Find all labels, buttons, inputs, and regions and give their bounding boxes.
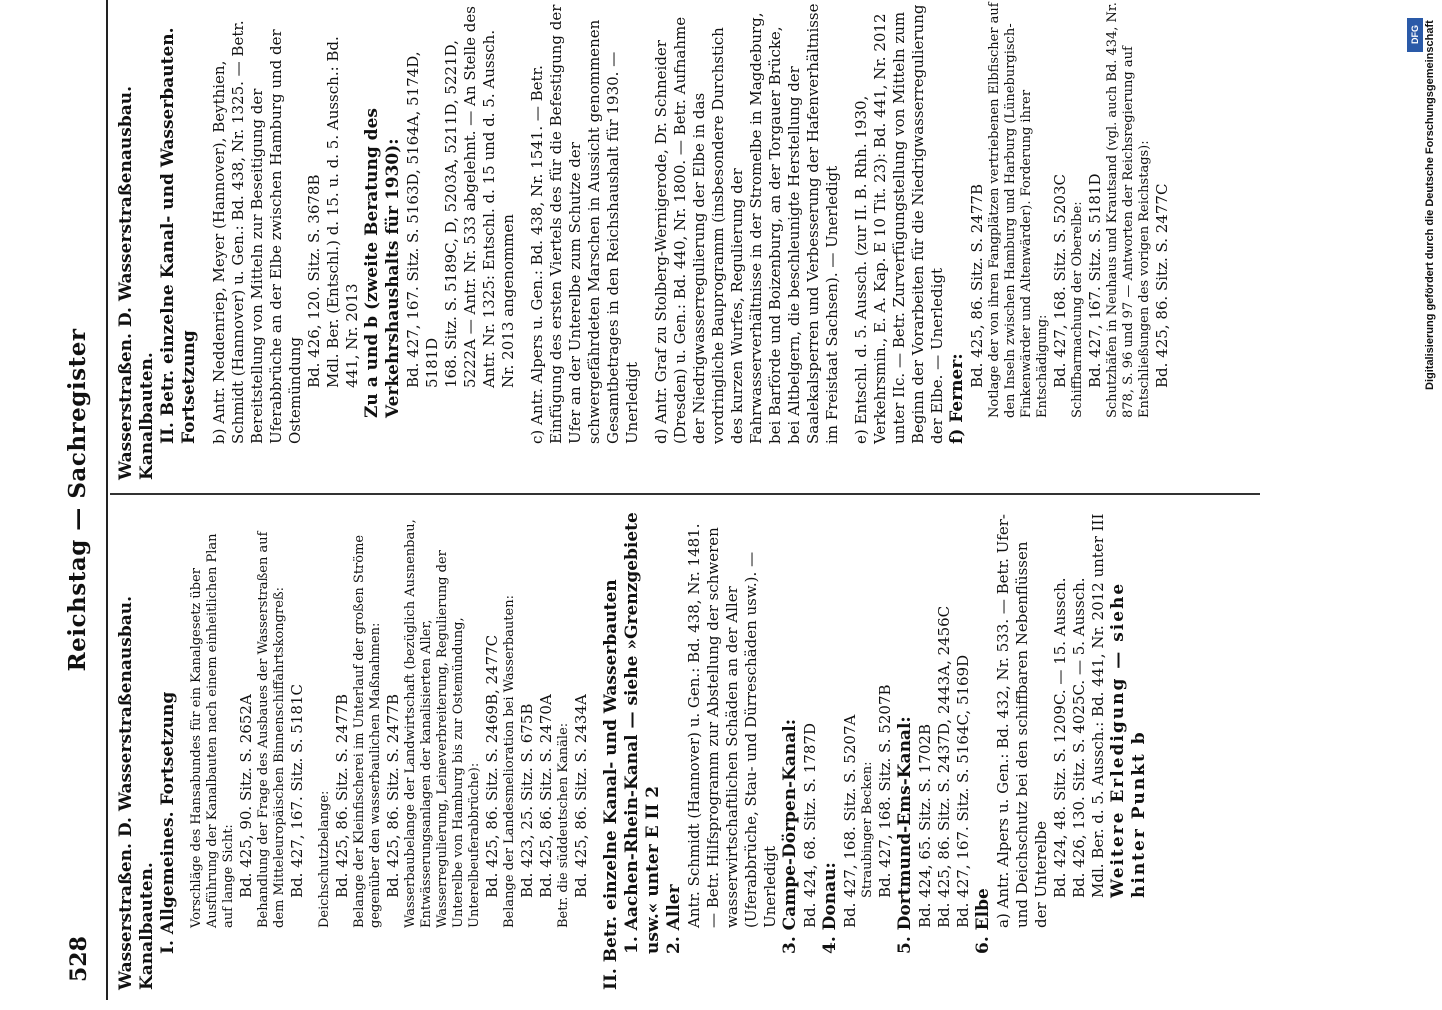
entry-reference: Bd. 423, 25. Sitz. S. 675B — [518, 703, 536, 898]
item-heading: Zu a und b (zweite Beratung des Verkehrshaushalts für 1930): — [362, 108, 403, 418]
item-text: d) Antr. Graf zu Stolberg-Wernigerode, Dr. Schneider (Dresden) u. Gen.: Bd. 440, Nr. 1800. — Betr. Aufnahme der Niedrigwasserregulierung der Elbe in das vordringliche Bauprogramm (insbesondere Durchstich des kurzen Wurfes, Regulierung der Fahrwasserverhältnisse in der Stromelbe in Magdeburg, bei Barförde und Boizenburg, an der Torgauer Brücke, bei Altbelgern, die beschleunigte Herstellung der Saalekalsperren und Verbesserung der Hafenverhältnisse im Freistaat Sachsen). — Unerledigt — [652, 3, 841, 444]
entry-reference: Bd. 424, 48. Sitz. S. 1209C. — 15. Aussch. — [1051, 577, 1069, 898]
item-text: b) Antr. Neddenriep, Meyer (Hannover), Beythien, Schmidt (Hannover) u. Gen.: Bd. 438, Nr. 1325. — Betr. Bereitstellung von Mitteln zur Beseitigung der Uferabbrüche an der Elbe zwischen Hamburg und der Ostemündung — [210, 20, 304, 444]
entry-reference: Bd. 425, 90. Sitz. S. 2652A — [237, 694, 255, 898]
entry-reference: Bd. 425, 86. Sitz. S. 2437D, 2443A, 2456C — [935, 605, 953, 928]
section-heading: Wasserstraßen. D. Wasserstraßenausbau. Kanalbauten. — [116, 86, 157, 480]
item-heading: 6. Elbe — [973, 888, 993, 954]
entry-reference: Bd. 425, 86. Sitz. S. 2477B — [384, 694, 402, 898]
item-text: e) Entschl. d. 5. Aussch. (zur II. B. Rhh. 1930, Verkehrsmin., E. A. Kap. E 10 Tit. 23): Bd. 441, Nr. 2012 unter IIc. — Betr. Zurverfügungstellung von Mitteln zum Beginn der Vorarbeiten für die Niedrigwasserregulierung der Elbe. — Unerledigt — [852, 4, 946, 444]
digitization-note: Digitalisierung gefördert durch die Deutsche Forschungsgemeinschaft — [1424, 20, 1436, 390]
entry-reference: Bd. 425, 86. Sitz. S. 2477C — [1153, 183, 1171, 388]
entry-reference: Bd. 425, 86. Sitz. S. 2469B, 2477C — [483, 634, 501, 898]
entry-reference: Bd. 427, 167. Sitz. S. 5181D — [1086, 173, 1104, 388]
item-text: c) Antr. Alpers u. Gen.: Bd. 438, Nr. 1541. — Betr. Einfügung des ersten Viertels des für die Befestigung der Ufer an der Unterelbe zum Schutze der schwergefährdeten Marschen in Aussicht genommenen Gesamtbetrages in den Reichshaushalt für 1930. — Unerledigt — [528, 4, 641, 444]
entry-reference: Bd. 425, 86. Sitz. S. 2434A — [572, 694, 590, 898]
digitization-sidebar — [1406, 10, 1436, 1010]
cross-reference: Weitere Erledigung — siehe hinter Punkt b — [1108, 581, 1149, 898]
subsection-heading: II. Betr. einzelne Kanal- und Wasserbauten — [601, 579, 621, 990]
entry-text: Schutzhäfen in Neuhaus und Krautsand (vgl. auch Bd. 434, Nr. 878, S. 96 und 97 — Antworten der Reichsregierung auf Entschließungen des vorigen Reichstags): — [1105, 2, 1152, 418]
item-heading: 3. Campe-Dörpen-Kanal: — [780, 718, 800, 954]
left-column — [116, 512, 1150, 990]
entry-reference: Bd. 427, 167. Sitz. S. 5164C, 5169D — [954, 654, 972, 928]
page-number: 528 — [66, 936, 92, 982]
item-heading: f) Ferner: — [947, 353, 967, 444]
entry-text: Notlage der von ihren Fangplätzen vertriebenen Elbfischer auf den Inseln zwischen Hamburg und Harburg (Lüneburgisch-Finkenwärder und Altenwärder). Forderung ihrer Entschädigung: — [987, 2, 1050, 418]
page-header — [58, 0, 110, 1000]
entry-reference: Mdl. Ber. d. 5. Aussch.: Bd. 441, Nr. 2012 unter III — [1089, 513, 1107, 898]
entry-text: Betr. die süddeutschen Kanäle: — [556, 722, 571, 928]
entry-reference: Mdl. Ber. (Entschl.) d. 15. u. d. 5. Aussch.: Bd. 441, Nr. 2013 — [324, 36, 361, 388]
entry-reference: 168. Sitz. S. 5189C, D, 5203A, 5211D, 5221D, 5222A — Antr. Nr. 533 abgelehnt. — An Stelle des Antr. Nr. 1325: Entschl. d. 15 und d. 5. Aussch. Nr. 2013 angenommen — [442, 6, 517, 388]
entry-text: Deichschutzbelange: — [317, 790, 332, 928]
entry-text: Belange der Landesmelioration bei Wasserbauten: — [502, 595, 517, 928]
entry-reference: Bd. 425, 86. Sitz. S. 2470A — [537, 694, 555, 898]
entry-reference: Bd. 426, 130. Sitz. S. 4025C. — 5. Aussch. — [1070, 577, 1088, 898]
right-column — [116, 2, 1172, 480]
subsection-heading: I. Allgemeines. Fortsetzung — [158, 691, 178, 954]
entry-reference: Bd. 424, 65. Sitz. S. 1702B — [916, 724, 934, 928]
item-text: a) Antr. Alpers u. Gen.: Bd. 432, Nr. 533. — Betr. Ufer- und Deichschutz bei den schiffbaren Nebenflüssen der Unterelbe — [994, 514, 1050, 928]
dfg-logo: DFG — [1407, 18, 1423, 52]
entry-reference: Bd. 426, 120. Sitz. S. 3678B — [305, 174, 323, 388]
entry-reference: Bd. 427, 168. Sitz. S. 5203C — [1051, 174, 1069, 388]
entry-reference: Bd. 427, 167. Sitz. S. 5163D, 5164A, 5174D, 5181D — [404, 51, 441, 388]
item-heading: 2. Aller — [664, 884, 684, 954]
item-text: Antr. Schmidt (Hannover) u. Gen.: Bd. 438, Nr. 1481. — Betr. Hilfsprogramm zur Abstellung der schweren wasserwirtschaftlichen Schäden an der Aller (Uferabbrüche, Stau- und Dürreschäden usw.). — Unerledigt — [685, 523, 779, 928]
entry-reference: Bd. 424, 68. Sitz. S. 1787D — [801, 723, 819, 928]
section-heading: Wasserstraßen. D. Wasserstraßenausbau. Kanalbauten. — [116, 596, 157, 990]
entry-reference: Bd. 427, 168. Sitz. S. 5207B — [876, 684, 894, 898]
item-heading: 1. Aachen-Rhein-Kanal — siehe »Grenzgebiete usw.« unter E II 2 — [622, 512, 663, 954]
entry-text: Belange der Kleinfischerei im Unterlauf der großen Ströme gegenüber den wasserbaulichen Maßnahmen: — [352, 534, 383, 928]
entry-text: Behandlung der Frage des Ausbaues der Wasserstraßen auf dem Mitteleuropäischen Binnenschiffahrtskongreß: — [256, 531, 287, 928]
scanned-page — [58, 0, 1358, 1000]
subsection-heading: II. Betr. einzelne Kanal- und Wasserbauten. Fortsetzung — [158, 27, 199, 444]
header-rule — [106, 0, 108, 1000]
column-divider — [110, 493, 1260, 495]
item-heading: 4. Donau: — [820, 862, 840, 954]
running-head: Reichstag — Sachregister — [64, 328, 91, 672]
entry-text: Schiffbarmachung der Oberelbe: — [1070, 201, 1085, 418]
entry-reference: Bd. 427, 168. Sitz. S. 5207A — [841, 714, 859, 928]
entry-text: Straubinger Becken: — [860, 761, 875, 898]
item-heading: 5. Dortmund-Ems-Kanal: — [895, 716, 915, 954]
entry-text: Wasserbaubelange der Landwirtschaft (bezüglich Ausnenbau, Entwässerungsanlagen der kanalisierten Aller, Wasserregulierung, Leineverbreiterung, Regulierung der Unterelbe von Hamburg bis zur Ostemündung, Unterelbeuferabbrüche): — [403, 519, 482, 928]
entry-reference: Bd. 425, 86. Sitz. S. 2477B — [333, 694, 351, 898]
entry-reference: Bd. 425, 86. Sitz. S. 2477B — [968, 184, 986, 388]
entry-reference: Bd. 427, 167. Sitz. S. 5181C — [288, 684, 306, 898]
entry-text: Vorschläge des Hansabundes für ein Kanalgesetz über Ausführung der Kanalbauten nach einem einheitlichen Plan auf lange Sicht: — [189, 533, 236, 928]
